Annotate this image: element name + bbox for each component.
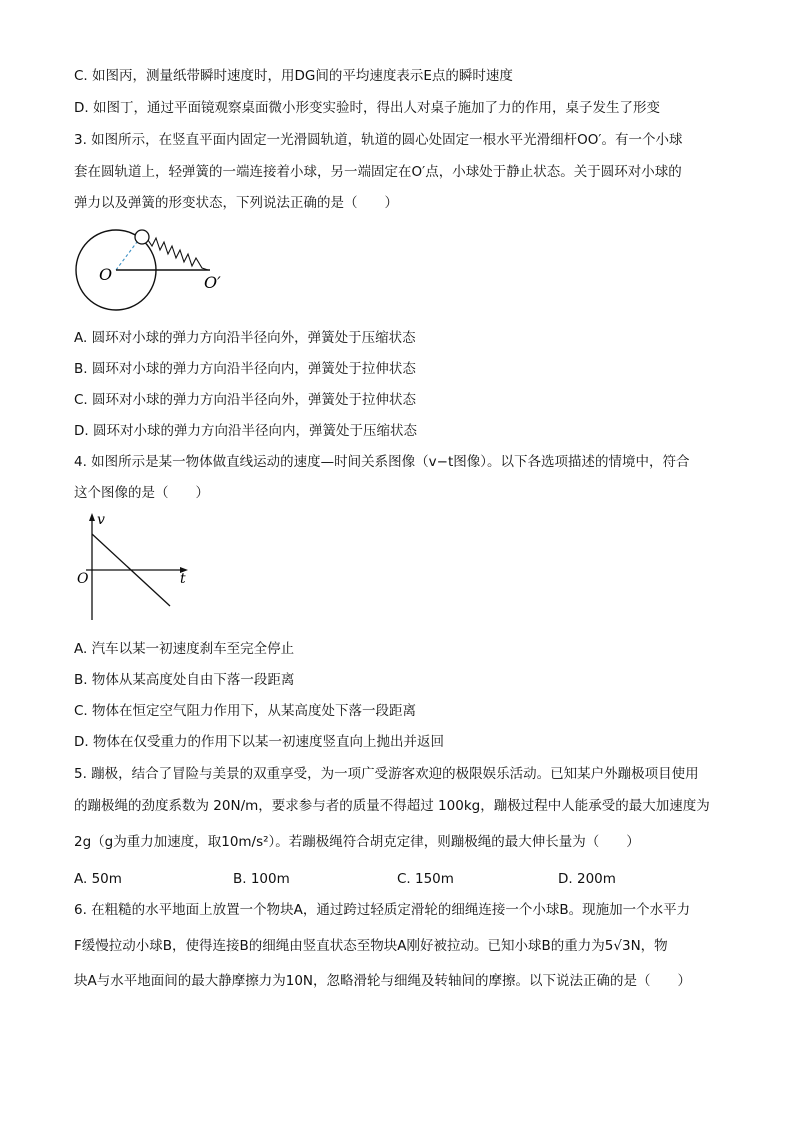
option-5b: B. 100m <box>233 871 290 887</box>
label-t: t <box>180 571 186 587</box>
option-3a: A. 圆环对小球的弹力方向沿半径向外，弹簧处于压缩状态 <box>74 330 416 346</box>
ball <box>135 230 149 244</box>
option-3c: C. 圆环对小球的弹力方向沿半径向外，弹簧处于拉伸状态 <box>74 392 417 408</box>
ring-spring-figure <box>72 224 232 316</box>
question-6-line-1: 6. 在粗糙的水平地面上放置一个物块A，通过跨过轻质定滑轮的细绳连接一个小球B。现施加一个水平力 <box>74 902 691 918</box>
option-4d: D. 物体在仅受重力的作用下以某一初速度竖直向上抛出并返回 <box>74 734 444 750</box>
label-o-prime: O′ <box>204 273 221 292</box>
question-4-line-2: 这个图像的是（ ） <box>74 485 209 501</box>
option-5d: D. 200m <box>558 871 616 887</box>
question-6-line-3: 块A与水平地面间的最大静摩擦力为10N，忽略滑轮与细绳及转轴间的摩擦。以下说法正确的是（ ） <box>74 973 692 989</box>
question-3-line-1: 3. 如图所示，在竖直平面内固定一光滑圆轨道，轨道的圆心处固定一根水平光滑细杆OO′。有一个小球 <box>74 132 683 148</box>
question-6-line-2: F缓慢拉动小球B，使得连接B的细绳由竖直状态至物块A刚好被拉动。已知小球B的重力为5√3N，物 <box>74 938 668 954</box>
label-o: O <box>99 265 113 284</box>
option-4a: A. 汽车以某一初速度刹车至完全停止 <box>74 641 295 657</box>
radius-dashed-line <box>116 238 140 270</box>
option-3d: D. 圆环对小球的弹力方向沿半径向内，弹簧处于压缩状态 <box>74 423 417 439</box>
label-origin: O <box>77 571 89 587</box>
option-3b: B. 圆环对小球的弹力方向沿半径向内，弹簧处于拉伸状态 <box>74 361 416 377</box>
question-5-line-2: 的蹦极绳的劲度系数为 20N/m，要求参与者的质量不得超过 100kg，蹦极过程中人能承受的最大加速度为 <box>74 798 710 814</box>
option-4b: B. 物体从某高度处自由下落一段距离 <box>74 672 295 688</box>
option-4c: C. 物体在恒定空气阻力作用下，从某高度处下落一段距离 <box>74 703 417 719</box>
question-5-line-1: 5. 蹦极，结合了冒险与美景的双重享受，为一项广受游客欢迎的极限娱乐活动。已知某户外蹦极项目使用 <box>74 766 699 782</box>
option-2d: D. 如图丁，通过平面镜观察桌面微小形变实验时，得出人对桌子施加了力的作用，桌子发生了形变 <box>74 100 660 116</box>
option-5a: A. 50m <box>74 871 122 887</box>
v-t-graph <box>72 510 202 625</box>
question-5-line-3: 2g（g为重力加速度，取10m/s²）。若蹦极绳符合胡克定律，则蹦极绳的最大伸长量为（ ） <box>74 834 640 850</box>
question-4-line-1: 4. 如图所示是某一物体做直线运动的速度—时间关系图像（v−t图像）。以下各选项描述的情境中，符合 <box>74 454 690 470</box>
option-2c: C. 如图丙，测量纸带瞬时速度时，用DG间的平均速度表示E点的瞬时速度 <box>74 68 513 84</box>
spring <box>148 238 208 270</box>
label-v: v <box>97 512 105 528</box>
option-5c: C. 150m <box>397 871 454 887</box>
question-3-line-3: 弹力以及弹簧的形变状态，下列说法正确的是（ ） <box>74 195 398 211</box>
v-axis-arrow-icon <box>89 513 95 521</box>
question-3-line-2: 套在圆轨道上，轻弹簧的一端连接着小球，另一端固定在O′点，小球处于静止状态。关于圆环对小球的 <box>74 164 682 180</box>
